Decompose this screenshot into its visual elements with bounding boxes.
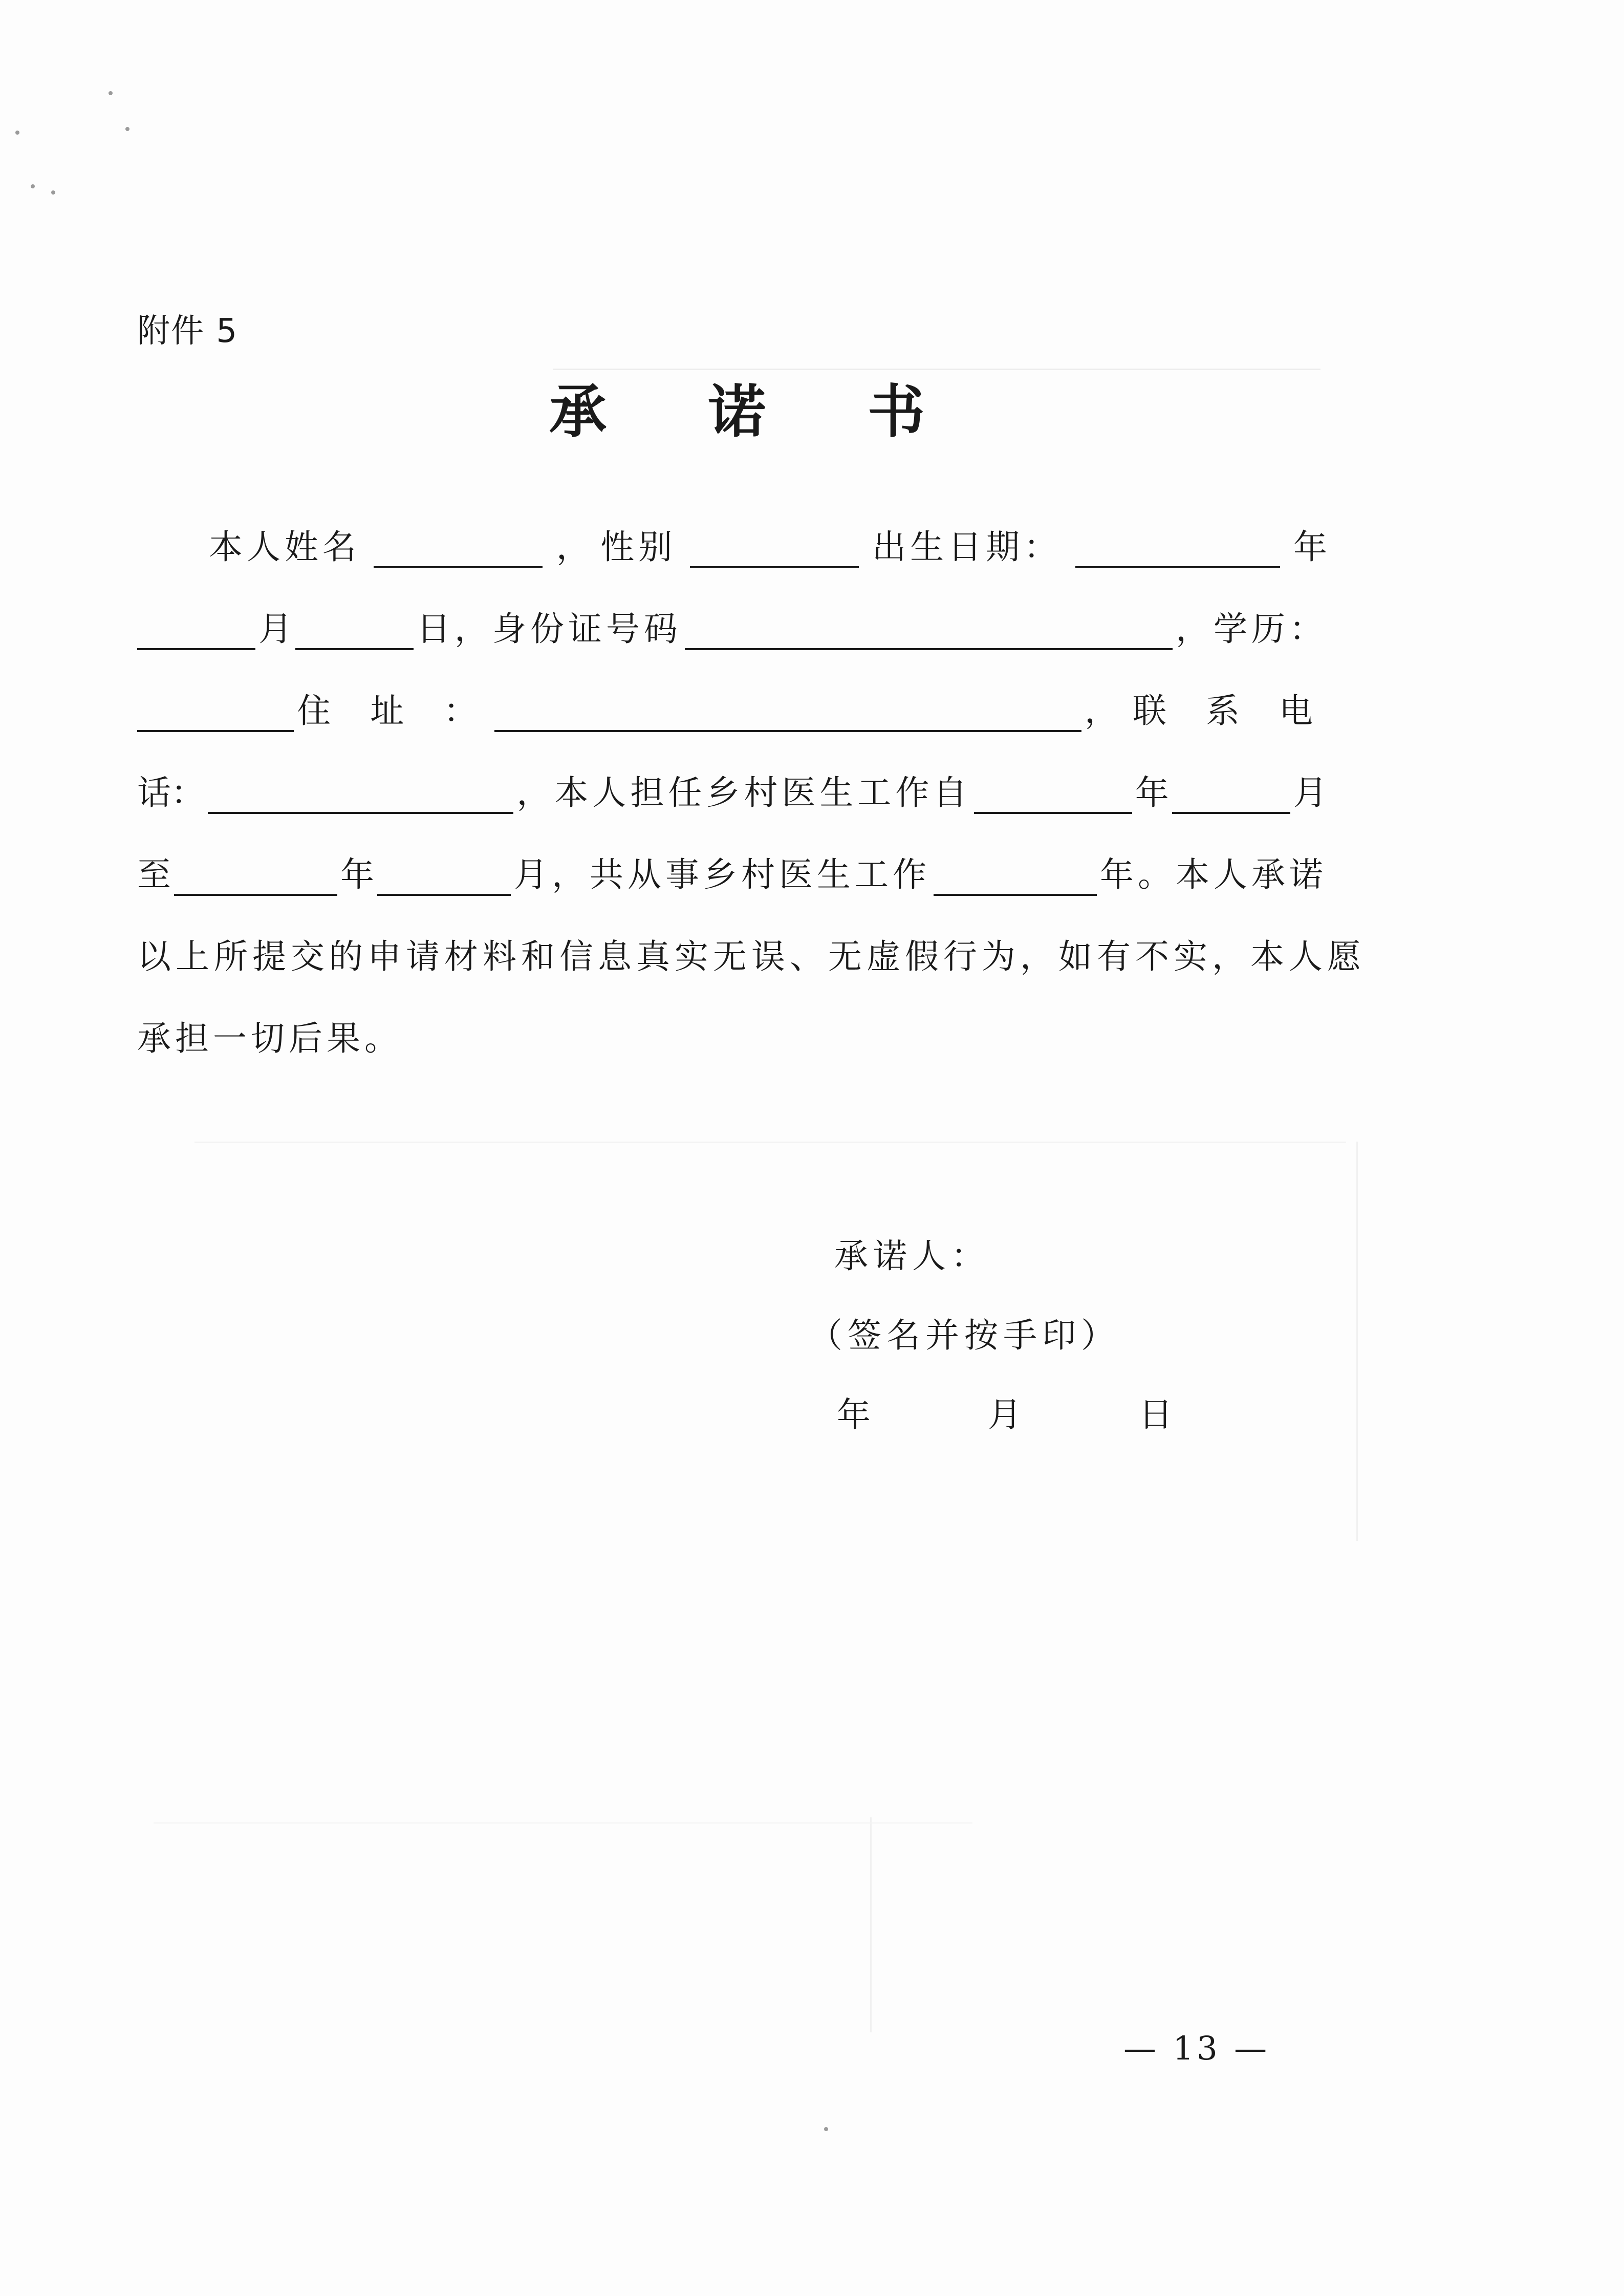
form-line-6 (137, 921, 1366, 978)
sign-month-label: 月 (988, 1395, 1027, 1434)
gender-label: 性别 (600, 527, 677, 567)
declaration-end: 承担一切后果。 (137, 1019, 402, 1058)
promisor-label: 承诺人： (834, 1236, 990, 1276)
birth-label: 出生日期： (872, 527, 1062, 567)
id-label: 日，身份证号码 (417, 609, 682, 649)
education-label: ，学历： (1175, 609, 1327, 649)
scan-artifact (1356, 1142, 1358, 1541)
scan-speck (31, 184, 35, 188)
address-blank[interactable] (494, 698, 1081, 732)
comma: ， (556, 527, 590, 567)
birth-day-blank[interactable] (295, 616, 414, 650)
start-month-blank[interactable] (1172, 780, 1290, 814)
serve-label: ，本人担任乡村医生工作自 (516, 773, 971, 812)
start-year-blank[interactable] (974, 780, 1132, 814)
attachment-label: 附件 5 (137, 312, 239, 350)
year-label: 年 (1135, 773, 1169, 812)
scan-speck (15, 131, 19, 135)
to-label: 至 (137, 855, 171, 894)
total-years-blank[interactable] (934, 862, 1097, 896)
scan-artifact (870, 1817, 872, 2032)
year-label: 年 (1293, 527, 1327, 567)
form-line-5 (137, 840, 1327, 896)
month-label: 月 (1293, 773, 1327, 812)
declaration-text: 以上所提交的申请材料和信息真实无误、无虚假行为，如有不实，本人愿 (137, 937, 1366, 976)
phone-label: 话： (137, 773, 205, 812)
sign-note: （签名并按手印） (809, 1316, 1120, 1355)
name-blank[interactable] (374, 534, 543, 568)
birth-year-blank[interactable] (1075, 534, 1280, 568)
scan-speck (824, 2127, 828, 2131)
end-year-blank[interactable] (174, 862, 337, 896)
promise-label: 年。本人承诺 (1100, 855, 1327, 894)
scan-speck (125, 127, 129, 131)
education-blank[interactable] (137, 698, 294, 732)
scan-speck (109, 91, 113, 95)
form-line-4 (137, 758, 1327, 814)
phone-blank[interactable] (208, 780, 513, 814)
form-line-3 (137, 676, 1327, 732)
scan-artifact (154, 1822, 972, 1823)
form-line-7 (137, 1003, 1327, 1060)
birth-month-blank[interactable] (137, 616, 255, 650)
gender-blank[interactable] (690, 534, 859, 568)
end-month-blank[interactable] (377, 862, 511, 896)
sign-day-label: 日 (1139, 1395, 1178, 1434)
id-number-blank[interactable] (685, 616, 1173, 650)
document-title: 承 诺 书 (549, 378, 966, 445)
scan-speck (51, 190, 55, 195)
address-label: 住 址 ： (297, 691, 492, 731)
contact-label: ，联 系 电 (1085, 691, 1327, 731)
year-label: 年 (340, 855, 374, 894)
page-number: — 13 — (1123, 2030, 1270, 2068)
form-line-1 (137, 512, 1327, 568)
scan-artifact (194, 1142, 1346, 1143)
total-label: 月，共从事乡村医生工作 (514, 855, 930, 894)
month-label: 月 (258, 609, 293, 649)
form-line-2 (137, 594, 1327, 650)
name-label: 本人姓名 (209, 527, 360, 567)
sign-year-label: 年 (837, 1395, 876, 1434)
